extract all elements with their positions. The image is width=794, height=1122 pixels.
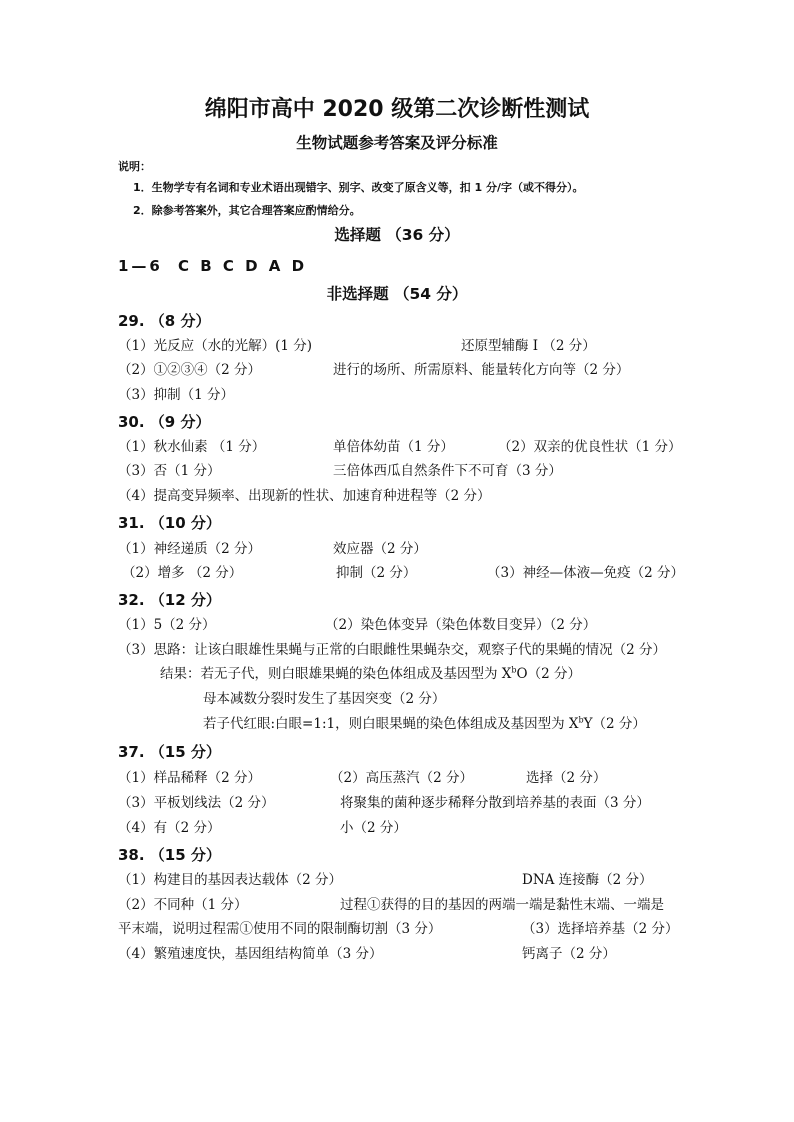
q38-answer-1a: （1）构建目的基因表达载体（2 分） — [118, 872, 342, 888]
mc-range: 1—6 — [118, 257, 163, 275]
q32-result-line-1: 结果：若无子代，则白眼雄果蝇的染色体组成及基因型为 $X^bO(2$ 分） — [160, 665, 581, 682]
q31-answer-1b: 效应器（2 分） — [333, 541, 427, 557]
q32-answer-1a: （1）5（2 分） — [118, 617, 216, 633]
q29-answer-3a: （3）抑制（1 分） — [118, 387, 234, 403]
q38-answer-3b: （3）选择培养基（2 分） — [522, 921, 679, 937]
q31-answer-2c: （3）神经—体液—免疫（2 分） — [487, 565, 684, 581]
q38-answer-4a: （4）繁殖速度快，基因组结构简单（3 分） — [118, 946, 383, 962]
q30-answer-1c: （2）双亲的优良性状（1 分） — [498, 439, 682, 455]
page-subtitle: 生物试题参考答案及评分标准 — [296, 134, 498, 152]
q38-answer-2b: 过程①获得的目的基因的两端一端是黏性末端、一端是 — [340, 897, 664, 913]
q31-answer-1a: （1）神经递质（2 分） — [118, 541, 261, 557]
q37-answer-1c: 选择（2 分） — [526, 770, 607, 786]
q30-answer-2a: （3）否（1 分） — [118, 463, 221, 479]
q37-answer-3a: （4）有（2 分） — [118, 820, 221, 836]
q32-answer-2: （3）思路：让该白眼雄性果蝇与正常的白眼雌性果蝇杂交，观察子代的果蝇的情况（2 分） — [118, 642, 666, 658]
q32-result-line-2: 母本减数分裂时发生了基因突变（2 分） — [203, 691, 446, 707]
q30-answer-2b: 三倍体西瓜自然条件下不可育（3 分） — [333, 463, 562, 479]
q32-answer-1b: （2）染色体变异（染色体数目变异）（2 分） — [325, 617, 597, 633]
q30-answer-1a: （1）秋水仙素 （1 分） — [118, 439, 266, 455]
q29-answer-2a: （2）①②③④（2 分） — [118, 362, 261, 378]
q38-answer-3a: 平末端，说明过程需①使用不同的限制酶切割（3 分） — [118, 921, 442, 937]
question-38-heading: 38. （15 分） — [118, 846, 221, 864]
note-item-1: 1．生物学专有名词和专业术语出现错字、别字、改变了原含义等，扣 1 分/字（或不得分）。 — [133, 181, 584, 194]
question-29-heading: 29. （8 分） — [118, 312, 211, 330]
multiple-choice-heading: 选择题 （36 分） — [334, 226, 460, 244]
q30-answer-3a: （4）提高变异频率、出现新的性状、加速育种进程等（2 分） — [118, 488, 491, 504]
notes-label: 说明： — [118, 160, 151, 173]
q29-answer-1b: 还原型辅酶 I （2 分） — [461, 338, 596, 354]
question-37-heading: 37. （15 分） — [118, 743, 221, 761]
q37-answer-1a: （1）样品稀释（2 分） — [118, 770, 261, 786]
mc-answers: C B C D A D — [178, 257, 308, 275]
q37-answer-2b: 将聚集的菌种逐步稀释分散到培养基的表面（3 分） — [340, 795, 650, 811]
q31-answer-2b: 抑制（2 分） — [336, 565, 417, 581]
q37-answer-1b: （2）高压蒸汽（2 分） — [330, 770, 473, 786]
q29-answer-2b: 进行的场所、所需原料、能量转化方向等（2 分） — [333, 362, 630, 378]
q30-answer-1b: 单倍体幼苗（1 分） — [333, 439, 454, 455]
non-multiple-choice-heading: 非选择题 （54 分） — [326, 285, 468, 303]
q37-answer-3b: 小（2 分） — [340, 820, 407, 836]
q38-answer-2a: （2）不同种（1 分） — [118, 897, 248, 913]
q38-answer-4b: 钙离子（2 分） — [522, 946, 616, 962]
page-title: 绵阳市高中 2020 级第二次诊断性测试 — [204, 97, 590, 122]
q38-answer-1b: DNA 连接酶（2 分） — [522, 872, 653, 888]
question-30-heading: 30. （9 分） — [118, 413, 211, 431]
q29-answer-1a: （1）光反应（水的光解）(1 分) — [118, 338, 313, 354]
q32-result-line-3: 若子代红眼:白眼=1:1，则白眼果蝇的染色体组成及基因型为 $X^bY(2$ 分） — [203, 715, 646, 732]
question-31-heading: 31. （10 分） — [118, 514, 221, 532]
q31-answer-2a: （2）增多 （2 分） — [122, 565, 243, 581]
question-32-heading: 32. （12 分） — [118, 591, 221, 609]
note-item-2: 2．除参考答案外，其它合理答案应酌情给分。 — [133, 204, 361, 217]
q37-answer-2a: （3）平板划线法（2 分） — [118, 795, 275, 811]
